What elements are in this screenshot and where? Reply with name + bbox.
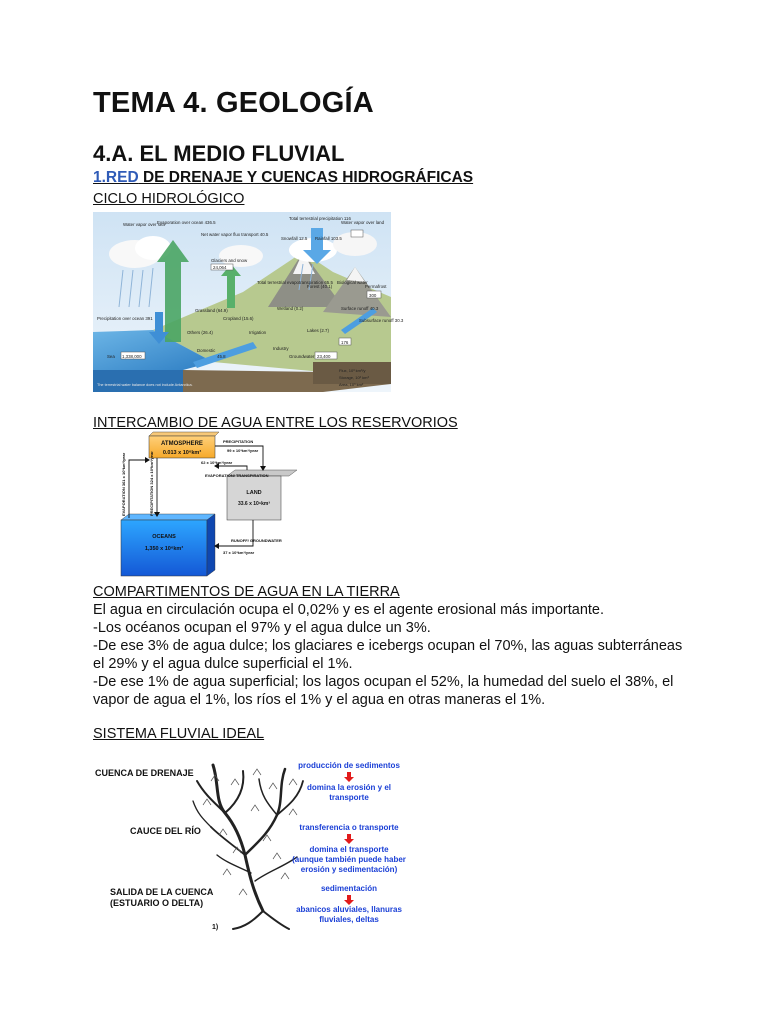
red-arrow-2	[344, 834, 354, 844]
page-title: TEMA 4. GEOLOGÍA	[93, 87, 374, 119]
compartments-line-2: -Los océanos ocupan el 97% y el agua dulce un 3%.	[93, 620, 431, 636]
label-water-vapor-land: Water vapor over land	[341, 220, 385, 225]
land-label: LAND	[246, 490, 262, 496]
fluvial-fig-number: 1)	[212, 924, 219, 931]
subsection-number: 1.RED	[93, 169, 139, 186]
label-irrigation: Irrigation	[249, 330, 267, 335]
fluvial-right3-line2: abanicos aluviales, llanuras	[296, 905, 402, 914]
subsection-text: DE DRENAJE Y CUENCAS HIDROGRÁFICAS	[138, 169, 474, 186]
legend-flux: Flux, 10³ km³/y	[339, 368, 366, 373]
compartments-line-4: el 29% y el agua dulce superficial el 1%.	[93, 656, 353, 672]
label-sea-val: 1,338,000	[122, 354, 142, 359]
label-rainfall: Rainfall 103.5	[315, 236, 342, 241]
label-permafrost-val: 300	[369, 293, 377, 298]
fluvial-left-2: CAUCE DEL RÍO	[130, 826, 201, 836]
label-precip-ocean: Precipitation over ocean 391	[97, 316, 153, 321]
fluvial-right2-line2: domina el transporte	[309, 845, 389, 854]
label-glaciers: Glaciers and snow	[211, 258, 248, 263]
precipitation-label: PRECIPITATION	[223, 439, 254, 444]
label-domestic: Domestic	[197, 348, 216, 353]
label-others: Others (26.4)	[187, 330, 213, 335]
label-industry: Industry	[273, 346, 289, 351]
ocean-evap-label: EVAPORATION 361 x 10³km³/year	[121, 452, 126, 516]
land-value: 33.6 x 10⁶km³	[237, 501, 271, 507]
label-subsurface-runoff: Subsurface runoff 30.3	[359, 318, 404, 323]
evap-transp-label: EVAPORATION/ TRANSPIRATION	[205, 473, 269, 478]
ocean-precip-label: PRECIPITATION 324 x 10³km³/year	[149, 451, 154, 516]
fluvial-figure	[93, 755, 423, 931]
legend-area: Area, 10³ km²	[339, 382, 364, 387]
fluvial-right1-line1: producción de sedimentos	[298, 761, 400, 770]
fluvial-right3-line1: sedimentación	[320, 884, 378, 893]
label-groundwater: Groundwater	[289, 354, 315, 359]
exchange-figure	[115, 432, 287, 582]
label-grassland: Grassland (64.9)	[195, 308, 228, 313]
label-lakes-val: 176	[341, 340, 349, 345]
runoff-value: 37 x 10³km³/year	[223, 550, 255, 555]
atmosphere-value: 0.013 x 10⁶km³	[162, 450, 202, 456]
label-snowfall: Snowfall 12.5	[281, 236, 308, 241]
precipitation-value: 99 x 10³km³/year	[227, 448, 259, 453]
fluvial-heading: SISTEMA FLUVIAL IDEAL	[93, 726, 265, 742]
label-groundwater-val: 23,400	[317, 354, 331, 359]
fluvial-right1-line2: domina la erosión y el	[306, 783, 392, 792]
compartments-line-1: El agua en circulación ocupa el 0,02% y es el agente erosional más importante.	[93, 602, 605, 618]
compartments-heading: COMPARTIMENTOS DE AGUA EN LA TIERRA	[93, 584, 400, 600]
label-evap-ocean: Evaporation over ocean 436.5	[157, 220, 216, 225]
hydro-cycle-figure	[93, 212, 404, 392]
fluvial-left-4: (ESTUARIO O DELTA)	[110, 898, 204, 908]
exchange-heading: INTERCAMBIO DE AGUA ENTRE LOS RESERVORIOS	[93, 415, 458, 431]
label-ocean-val: 45.8	[217, 354, 226, 359]
oceans-value: 1,350 x 10⁶km³	[144, 546, 184, 552]
label-net-vapor: Net water vapor flux transport 40.5	[201, 232, 269, 237]
label-biological-water: Biological water	[337, 280, 368, 285]
red-arrow-3	[344, 895, 354, 905]
fluvial-right2-line4: erosión y sedimentación)	[300, 865, 398, 874]
label-cropland: Cropland (15.6)	[223, 316, 254, 321]
hydro-footnote: The terrestrial water balance does not include Antarctica.	[97, 383, 193, 387]
atmosphere-label: ATMOSPHERE	[161, 441, 203, 447]
label-wetland: Wetland (0.2)	[277, 306, 304, 311]
compartments-line-6: vapor de agua el 1%, los ríos el 1% y el agua en otras maneras el 1%.	[93, 692, 546, 708]
label-evapotranspiration: Total terrestrial evapotranspiration 65.5	[257, 280, 333, 285]
compartments-line-3: -De ese 3% de agua dulce; los glaciares e icebergs ocupan el 70%, las aguas subterráneas	[93, 638, 683, 654]
label-glaciers-val: 24,064	[213, 265, 227, 270]
fluvial-right2-line3: (aunque también puede haber	[292, 855, 406, 864]
fluvial-left-3: SALIDA DE LA CUENCA	[110, 887, 214, 897]
subsection-title	[93, 169, 473, 187]
legend-storage: Storage, 10³ km³	[339, 375, 369, 380]
red-arrow-1	[344, 772, 354, 782]
label-forest: Forest (40.1)	[307, 284, 333, 289]
hydro-cycle-heading: CICLO HIDROLÓGICO	[93, 191, 245, 207]
label-sea: Sea	[107, 354, 115, 359]
compartments-line-5: -De ese 1% de agua superficial; los lagos ocupan el 52%, la humedad del suelo el 38%, el	[93, 674, 674, 690]
fluvial-right2-line1: transferencia o transporte	[299, 823, 399, 832]
oceans-label: OCEANS	[152, 534, 176, 540]
evap-value: 62 x 10³km³/year	[201, 460, 233, 465]
label-permafrost: Permafrost	[365, 284, 387, 289]
label-total-precip: Total terrestrial precipitation 116	[289, 216, 351, 221]
label-lakes: Lakes (2.7)	[307, 328, 329, 333]
fluvial-right3-line3: fluviales, deltas	[319, 915, 379, 924]
runoff-label: RUNOFF/ GROUNDWATER	[231, 538, 282, 543]
section-title: 4.A. EL MEDIO FLUVIAL	[93, 141, 345, 166]
label-water-vapor-sea: Water vapor over sea	[123, 222, 165, 227]
compartments-text	[93, 601, 693, 709]
fluvial-right1-line3: transporte	[329, 793, 369, 802]
fluvial-left-1: CUENCA DE DRENAJE	[95, 768, 194, 778]
label-surface-runoff: Surface runoff 40.3	[341, 306, 379, 311]
